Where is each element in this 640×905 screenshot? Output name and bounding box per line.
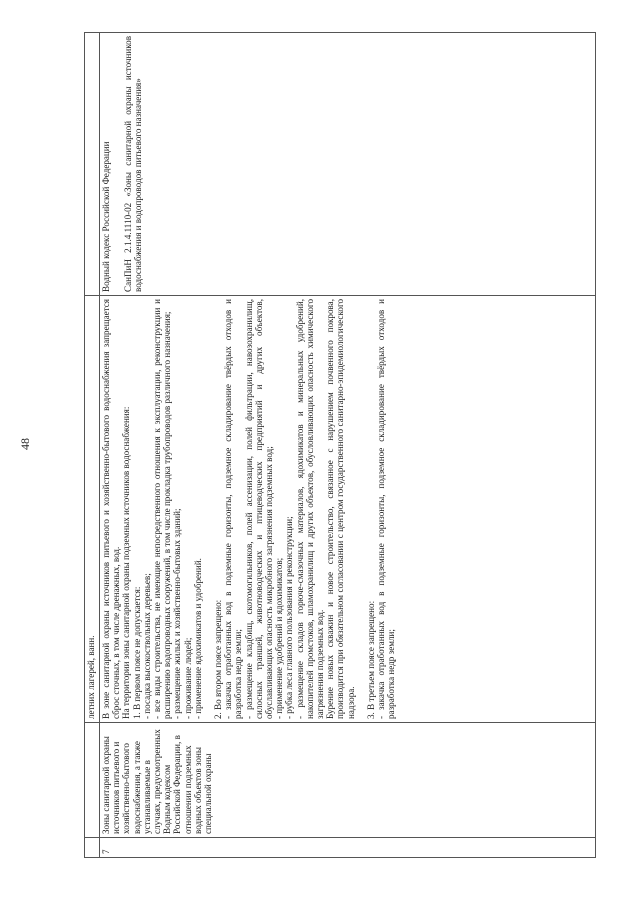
page-number: 48 [18,438,32,450]
references-cell [100,33,596,296]
continuation-cell: летних лагерей, ванн. [85,296,100,723]
row-number-cell: 7 [100,838,596,858]
table-row-continuation [85,33,100,858]
reference-item: СанПиН 2.1.4.1110-02 «Зоны санитарной охраны источников водоснабжения и водопроводов питьевого назначения» [123,36,144,292]
table-row-7 [100,33,596,858]
restriction-paragraph: На территории зоны санитарной охраны подземных источников водоснабжения: [121,406,132,719]
restriction-item: - проживание людей; [182,637,193,719]
restriction-paragraph: В зоне санитарной охраны источников питьевого и хозяйственно-бытового водоснабжения запрещается сброс сточных, в том числе дренажных, вод. [101,299,122,719]
empty-cell [85,838,100,858]
zones-table [84,32,596,858]
restriction-item: - размещение кладбищ, скотомогильников, полей ассенизации, полей фильтрации, навозохранилищ, силосных траншей, животноводческих и птицеводческих предприятий и других объектов, обуславливающих опасность микробного загрязнения подземных вод; [243,299,275,719]
restriction-item: - посадка высокоствольных деревьев; [141,573,152,719]
paragraph-gap [356,299,366,719]
paragraph-gap [203,299,213,719]
restriction-heading: 1. В первом поясе не допускается: [131,586,142,719]
reference-item: Водный кодекс Российской Федерации [101,141,111,292]
restriction-heading: 2. Во втором поясе запрещено: [213,599,224,719]
zone-name-cell: Зоны санитарной охраны источников питьевого и хозяйственно-бытового водоснабжения, а также устанавливаемые в случаях, предусмотренных Водным кодексом Российской Федерации, в отношении подземных водных объектов зоны специальной охраны [100,723,596,838]
rotated-table-wrapper [84,32,596,858]
restriction-paragraph: Бурение новых скважин и новое строительство, связанное с нарушением почвенного покрова, производится при обязательном согласовании с центром государственного санитарно-эпидемиологического надзора. [325,299,356,719]
restriction-item: - размещение складов горюче-смазочных материалов, ядохимикатов и минеральных удобрений, накопителей промстоков, шламохранилищ и других объектов, обусловливающих опасность химического загрязнения подземных вод. [294,299,326,719]
restriction-item: - закачка отработанных вод в подземные горизонты, подземное складирование твёрдых отходов и разработка недр земли; [223,299,244,719]
restriction-item: - применение удобрений и ядохимикатов; [274,557,285,719]
restriction-item: - закачка отработанных вод в подземные горизонты, подземное складирование твёрдых отходов и разработка недр земли; [376,299,397,719]
empty-cell [85,33,100,296]
empty-cell [85,723,100,838]
restriction-item: - применение ядохимикатов и удобрений. [192,558,203,719]
restriction-item: - рубка леса главного пользования и реконструкции; [284,516,295,719]
restriction-item: - все виды строительства, не имеющие непосредственного отношения к эксплуатации, реконструкции и расширению водопроводных сооружений, в том числе прокладка трубопроводов различного назначения; [152,299,173,719]
restriction-item: - размещение жилых и хозяйственно-бытовых зданий; [172,508,183,719]
restriction-heading: 3. В третьем поясе запрещено: [365,600,376,719]
restrictions-cell [100,296,596,723]
paragraph-gap [111,36,123,292]
